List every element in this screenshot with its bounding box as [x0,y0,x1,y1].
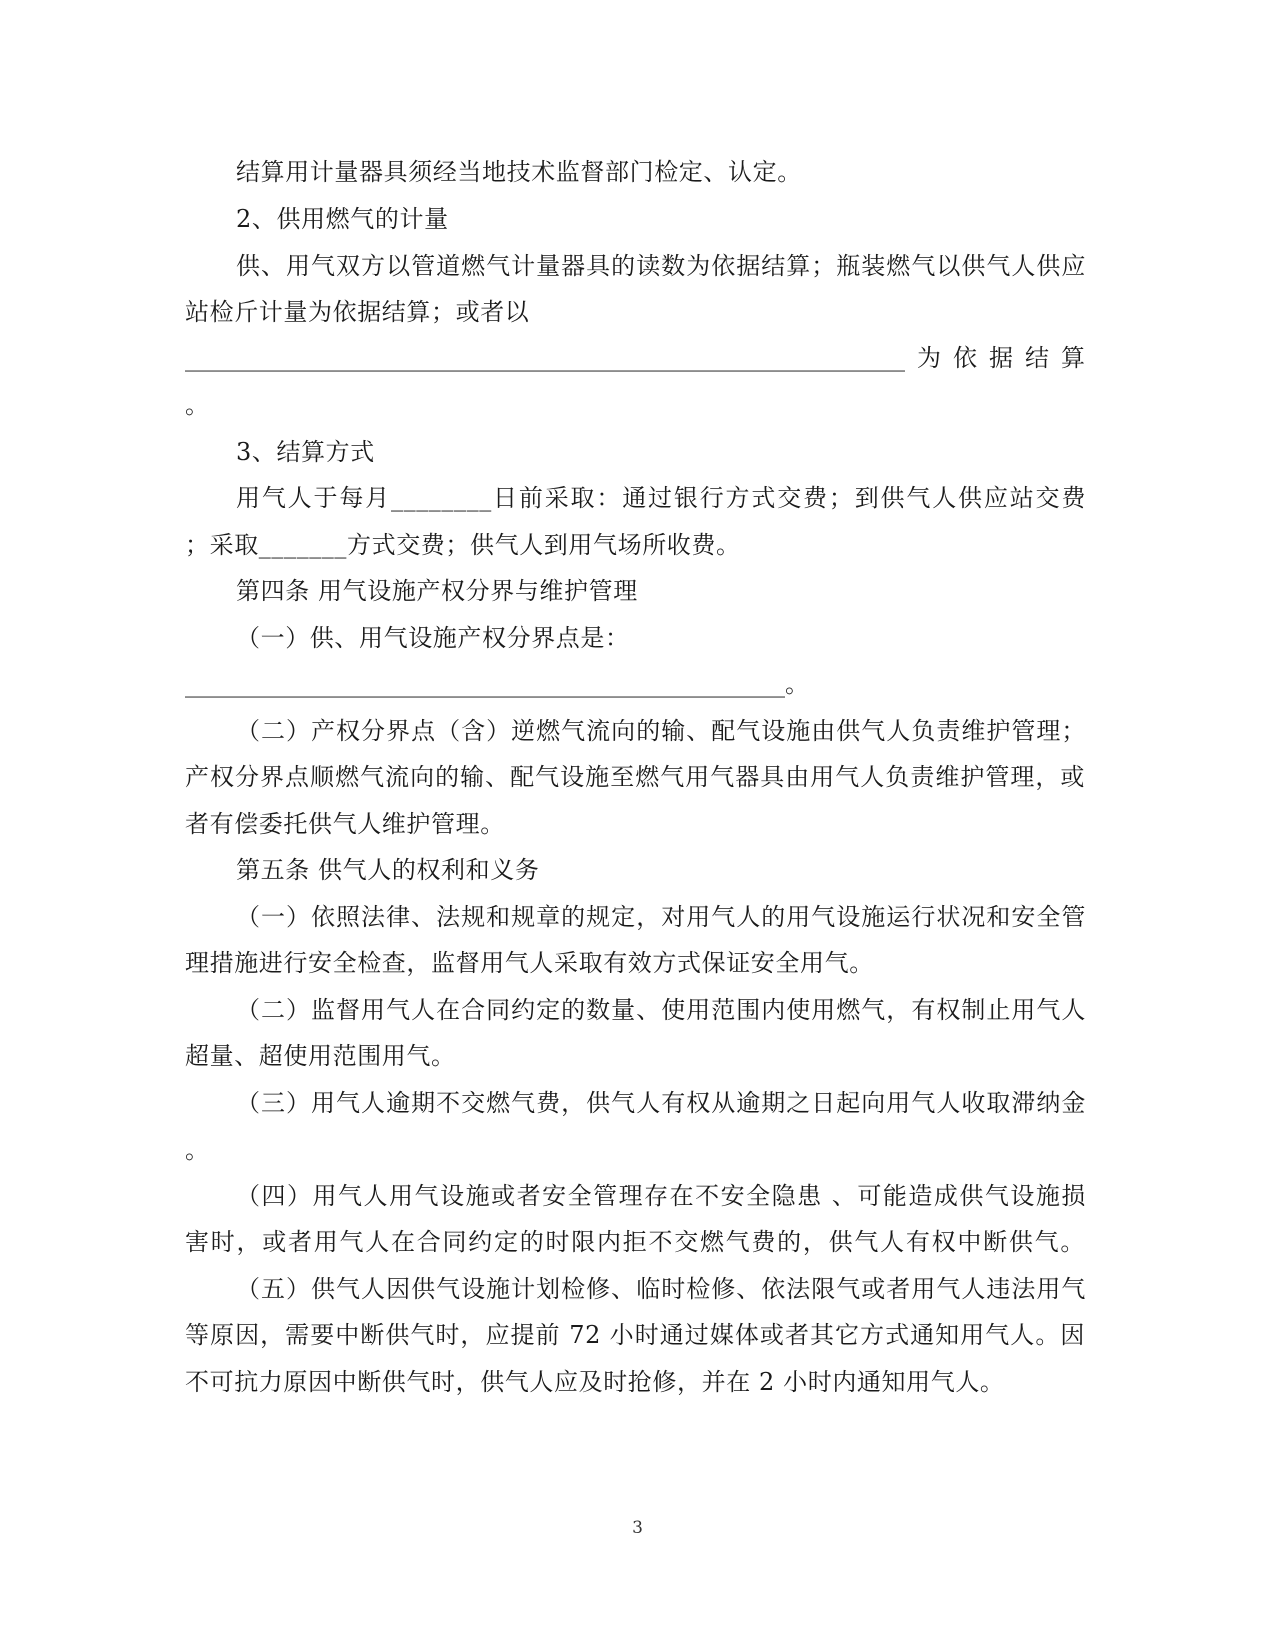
fill-blank-line: __________________________________________________。 [185,670,809,698]
text-line: （五）供气人因供气设施计划检修、临时检修、依法限气或者用气人违法用气 [236,1275,1086,1303]
article-heading: 第五条 供气人的权利和义务 [236,856,540,884]
article-heading: 第四条 用气设施产权分界与维护管理 [236,577,638,605]
text-line: （四）用气人用气设施或者安全管理存在不安全隐患 、可能造成供气设施损 [236,1182,1086,1210]
text-line: 结算用计量器具须经当地技术监督部门检定、认定。 [236,158,802,186]
fill-blank-line: ____________________________________________________________为依据结算 [185,344,1085,372]
text-line: （二）产权分界点（含）逆燃气流向的输、配气设施由供气人负责维护管理； [236,717,1086,745]
text-line: 理措施进行安全检查，监督用气人采取有效方式保证安全用气。 [185,949,874,977]
text-line: （一）依照法律、法规和规章的规定，对用气人的用气设施运行状况和安全管 [236,903,1086,931]
text-line: 。 [185,1136,210,1164]
text-line: 站检斤计量为依据结算；或者以 [185,298,530,326]
section-heading: 2、供用燃气的计量 [236,205,449,233]
text-line: 等原因，需要中断供气时，应提前 72 小时通过媒体或者其它方式通知用气人。因 [185,1321,1085,1349]
text-line: （二）监督用气人在合同约定的数量、使用范围内使用燃气，有权制止用气人 [236,996,1086,1024]
text-line: 超量、超使用范围用气。 [185,1042,456,1070]
text-line: 供、用气双方以管道燃气计量器具的读数为依据结算；瓶装燃气以供气人供应 [236,252,1086,280]
text-line: （三）用气人逾期不交燃气费，供气人有权从逾期之日起向用气人收取滞纳金 [236,1089,1086,1117]
text-line: 。 [185,391,210,419]
text-line: （一）供、用气设施产权分界点是： [236,624,630,652]
page-number: 3 [632,1518,643,1538]
text-line: 不可抗力原因中断供气时，供气人应及时抢修，并在 2 小时内通知用气人。 [185,1368,1005,1396]
text-line: 产权分界点顺燃气流向的输、配气设施至燃气用气器具由用气人负责维护管理，或 [185,763,1085,791]
text-line: 用气人于每月________日前采取：通过银行方式交费；到供气人供应站交费 [236,484,1086,512]
section-heading: 3、结算方式 [236,438,375,466]
text-line: ；采取_______方式交费；供气人到用气场所收费。 [185,531,741,559]
text-line: 者有偿委托供气人维护管理。 [185,810,505,838]
text-line: 害时，或者用气人在合同约定的时限内拒不交燃气费的，供气人有权中断供气。 [185,1228,1085,1256]
